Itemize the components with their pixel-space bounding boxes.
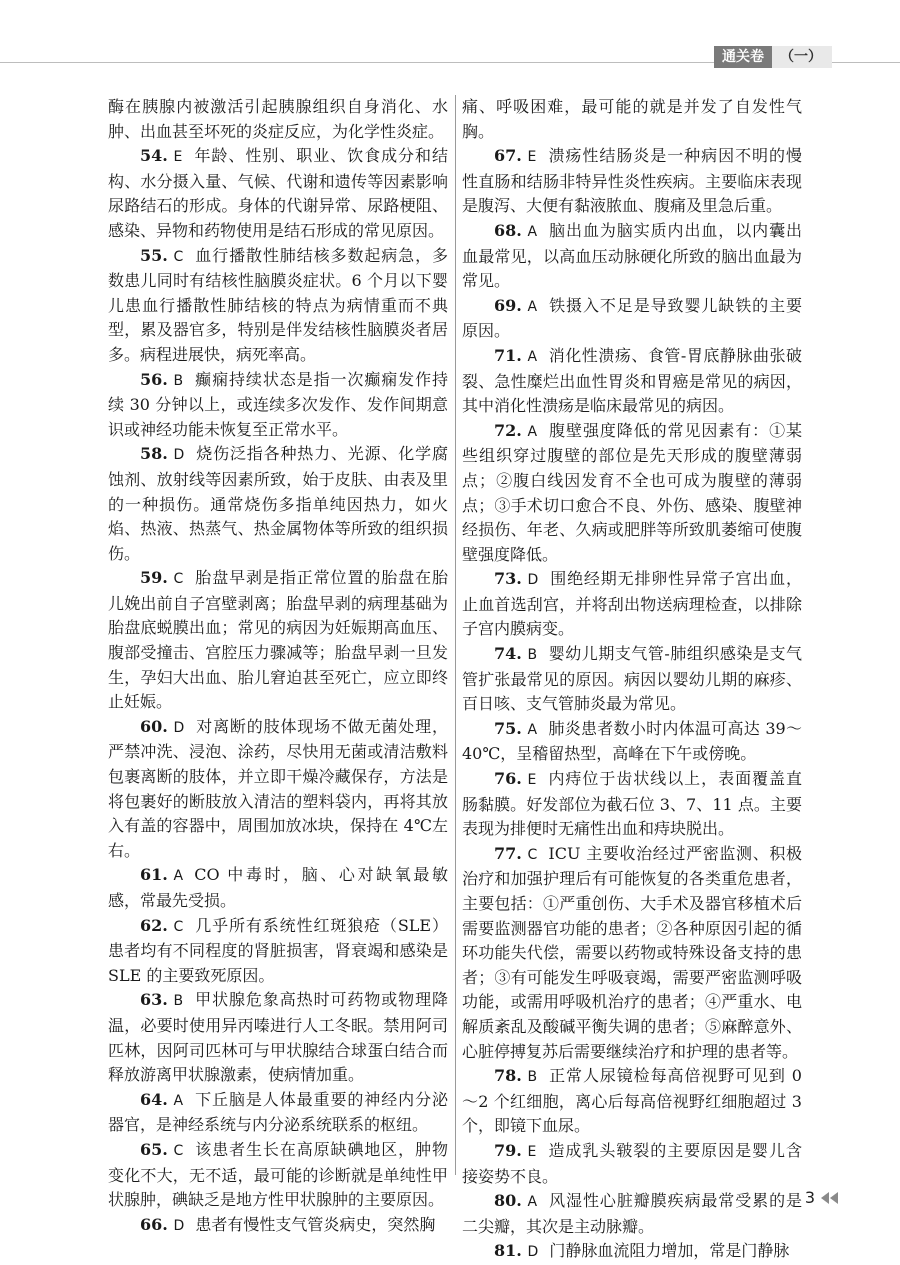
answer-item: [462, 294, 802, 344]
explanation-text: 烧伤泛指各种热力、光源、化学腐蚀剂、放射线等因素所致，始于皮肤、由表及里的一种损伤。通常烧伤多指单纯因热力，如火焰、热液、热蒸气、热金属物体等所致的组织损伤。: [108, 444, 448, 563]
explanation-text: 血行播散性肺结核多数起病急，多数患儿同时有结核性脑膜炎症状。6 个月以下婴儿患血行播散性肺结核的特点为病情重而不典型，累及器官多，特别是伴发结核性脑膜炎者居多。病程进展快，病死率高。: [108, 245, 448, 364]
explanation-text: ICU 主要收治经过严密监测、积极治疗和加强护理后有可能恢复的各类重危患者，主要包括：①严重创伤、大手术及器官移植术后需要监测器官功能的患者；②各种原因引起的循环功能失代偿，需要以药物或特殊设备支持的患者；③有可能发生呼吸衰竭，需要严密监测呼吸功能，或需用呼吸机治疗的患者；④严重水、电解质紊乱及酸碱平衡失调的患者；⑤麻醉意外、心脏停搏复苏后需要继续治疗和护理的患者等。: [462, 843, 802, 1061]
answer-item: [108, 1138, 448, 1213]
explanation-text: 婴幼儿期支气管-肺组织感染是支气管扩张最常见的原因。病因以婴幼儿期的麻疹、百日咳、支气管肺炎最为常见。: [462, 644, 802, 714]
explanation-text: 几乎所有系统性红斑狼疮（SLE）患者均有不同程度的肾脏损害，肾衰竭和感染是 SLE 的主要致死原因。: [108, 915, 448, 985]
explanation-text: 对离断的肢体现场不做无菌处理，严禁冲洗、浸泡、涂药，尽快用无菌或清洁敷料包裹离断的肢体，并立即干燥冷藏保存，方法是将包裹好的断肢放入清洁的塑料袋内，再将其放入有盖的容器中，周围加放冰块，保持在 4℃左右。: [108, 716, 448, 860]
answer-item: [462, 344, 802, 419]
answer-letter: B: [173, 372, 184, 389]
answer-item: [108, 863, 448, 913]
answer-item: [462, 1239, 802, 1265]
volume-label: （一）: [772, 46, 832, 68]
double-left-arrow-icon: [821, 1192, 838, 1204]
question-number: 75.: [494, 718, 522, 738]
explanation-text: 溃疡性结肠炎是一种病因不明的慢性直肠和结肠非特异性炎性疾病。主要临床表现是腹泻、大便有黏液脓血、腹痛及里急后重。: [462, 146, 802, 216]
answer-item: [108, 715, 448, 864]
explanation-text: CO 中毒时，脑、心对缺氧最敏感，常最先受损。: [108, 865, 448, 910]
question-number: 61.: [140, 865, 168, 885]
answer-letter: D: [173, 719, 185, 736]
question-number: 62.: [140, 915, 168, 935]
answer-continuation: 痛、呼吸困难，最可能的就是并发了自发性气胸。: [462, 97, 802, 141]
answer-item: [108, 1088, 448, 1138]
explanation-text: 围绝经期无排卵性异常子宫出血，止血首选刮宫，并将刮出物送病理检查，以排除子宫内膜病变。: [462, 569, 802, 639]
question-number: 77.: [494, 843, 522, 863]
answer-item: [462, 1139, 802, 1189]
explanation-text: 脑出血为脑实质内出血，以内囊出血最常见，以高血压动脉硬化所致的脑出血最为常见。: [462, 220, 802, 291]
answer-item: [462, 717, 802, 767]
answer-letter: B: [527, 647, 538, 664]
answer-item: [108, 368, 448, 443]
explanation-text: 该患者生长在高原缺碘地区，肿物变化不大，无不适，最可能的诊断就是单纯性甲状腺肿，碘缺乏是地方性甲状腺肿的主要原因。: [108, 1139, 448, 1210]
answer-item: [462, 419, 802, 568]
explanation-text: 正常人尿镜检每高倍视野可见到 0～2 个红细胞，离心后每高倍视野红细胞超过 3 个，即镜下血尿。: [462, 1066, 802, 1136]
question-number: 78.: [494, 1066, 522, 1086]
explanation-text: 患者有慢性支气管炎病史，突然胸: [195, 1214, 436, 1234]
question-number: 71.: [494, 345, 522, 365]
book-label: 通关卷: [714, 46, 772, 68]
answer-letter: C: [173, 571, 184, 588]
answer-letter: A: [527, 348, 538, 365]
answer-letter: E: [527, 149, 537, 166]
answer-item: [108, 144, 448, 243]
answer-item: [108, 566, 448, 715]
answer-letter: C: [173, 248, 184, 265]
question-number: 74.: [494, 644, 522, 664]
answer-item: [108, 988, 448, 1087]
answer-letter: B: [173, 993, 184, 1010]
answer-letter: A: [527, 298, 538, 315]
explanation-text: 肺炎患者数小时内体温可高达 39～40℃，呈稽留热型，高峰在下午或傍晚。: [462, 718, 802, 764]
explanation-text: 年龄、性别、职业、饮食成分和结构、水分摄入量、气候、代谢和遗传等因素影响尿路结石的形成。身体的代谢异常、尿路梗阻、感染、异物和药物使用是结石形成的常见原因。: [108, 146, 448, 240]
explanation-text: 腹壁强度降低的常见因素有：①某些组织穿过腹壁的部位是先天形成的腹壁薄弱点；②腹白线因发育不全也可成为腹壁的薄弱点；③手术切口愈合不良、外伤、感染、腹壁神经损伤、年老、久病或肥胖等所致肌萎缩可使腹壁强度降低。: [462, 420, 802, 564]
answer-letter: A: [173, 868, 184, 885]
question-number: 69.: [494, 295, 522, 315]
explanation-text: 造成乳头皲裂的主要原因是婴儿含接姿势不良。: [462, 1140, 802, 1186]
answer-letter: C: [173, 918, 184, 935]
question-number: 76.: [494, 769, 522, 789]
explanation-text: 消化性溃疡、食管-胃底静脉曲张破裂、急性糜烂出血性胃炎和胃癌是常见的病因，其中消化性溃疡是临床最常见的病因。: [462, 345, 802, 416]
answer-item: [108, 1213, 448, 1239]
question-number: 73.: [494, 569, 522, 589]
question-number: 63.: [140, 990, 168, 1010]
explanation-text: 门静脉血流阻力增加，常是门静脉: [549, 1241, 790, 1261]
question-number: 68.: [494, 220, 522, 240]
question-number: 58.: [140, 444, 168, 464]
answer-letter: C: [527, 846, 538, 863]
answer-item: [108, 442, 448, 566]
answer-letter: A: [173, 1092, 184, 1109]
answer-letter: C: [173, 1142, 184, 1159]
answer-continuation: 酶在胰腺内被激活引起胰腺组织自身消化、水肿、出血甚至坏死的炎症反应，为化学性炎症。: [108, 97, 448, 141]
answer-letter: B: [527, 1069, 538, 1086]
question-number: 67.: [494, 146, 522, 166]
question-number: 54.: [140, 146, 168, 166]
answer-letter: D: [173, 447, 185, 464]
explanation-text: 风湿性心脏瓣膜疾病最常受累的是二尖瓣，其次是主动脉瓣。: [462, 1191, 802, 1236]
explanation-text: 胎盘早剥是指正常位置的胎盘在胎儿娩出前自子宫壁剥离；胎盘早剥的病理基础为胎盘底蜕膜出血；常见的病因为妊娠期高血压、腹部受撞击、宫腔压力骤减等；胎盘早剥一旦发生，孕妇大出血、胎儿窘迫甚至死亡，应立即终止妊娠。: [108, 568, 448, 712]
question-number: 72.: [494, 420, 522, 440]
answer-item: [462, 767, 802, 842]
answer-item: [462, 144, 802, 219]
question-number: 64.: [140, 1089, 168, 1109]
answer-letter: D: [173, 1217, 185, 1234]
question-number: 59.: [140, 568, 168, 588]
column-divider: [455, 95, 456, 1175]
page-number: 3: [804, 1188, 815, 1207]
right-column: [462, 95, 802, 1265]
answer-item: [462, 642, 802, 717]
left-column: [108, 95, 448, 1238]
answer-letter: A: [527, 1194, 538, 1211]
question-number: 81.: [494, 1241, 522, 1261]
question-number: 80.: [494, 1191, 522, 1211]
answer-letter: E: [173, 149, 183, 166]
explanation-text: 甲状腺危象高热时可药物或物理降温，必要时使用异丙嗪进行人工冬眠。禁用阿司匹林，因阿司匹林可与甲状腺结合球蛋白结合而释放游离甲状腺激素，使病情加重。: [108, 990, 448, 1085]
question-number: 55.: [140, 245, 168, 265]
question-number: 79.: [494, 1140, 522, 1160]
answer-item: [462, 842, 802, 1064]
answer-item: [462, 219, 802, 294]
answer-letter: E: [527, 1143, 537, 1160]
answer-item: [462, 1064, 802, 1139]
explanation-text: 下丘脑是人体最重要的神经内分泌器官，是神经系统与内分泌系统联系的枢纽。: [108, 1089, 448, 1135]
answer-letter: D: [527, 1244, 539, 1261]
page-footer: [805, 1188, 838, 1207]
explanation-text: 铁摄入不足是导致婴儿缺铁的主要原因。: [462, 295, 802, 341]
answer-letter: D: [527, 572, 539, 589]
question-number: 60.: [140, 716, 168, 736]
answer-letter: A: [527, 721, 538, 738]
answer-letter: E: [527, 772, 537, 789]
answer-item: [108, 914, 448, 989]
answer-item: [462, 567, 802, 642]
question-number: 65.: [140, 1139, 168, 1159]
question-number: 56.: [140, 369, 168, 389]
answer-letter: A: [527, 223, 538, 240]
answer-letter: A: [527, 423, 538, 440]
question-number: 66.: [140, 1214, 168, 1234]
answer-item: [462, 1189, 802, 1239]
explanation-text: 内痔位于齿状线以上，表面覆盖直肠黏膜。好发部位为截石位 3、7、11 点。主要表现为排便时无痛性出血和痔块脱出。: [462, 769, 802, 839]
answer-item: [108, 244, 448, 368]
section-tag: [714, 46, 832, 68]
explanation-text: 癫痫持续状态是指一次癫痫发作持续 30 分钟以上，或连续多次发作、发作间期意识或神经功能未恢复至正常水平。: [108, 369, 448, 439]
